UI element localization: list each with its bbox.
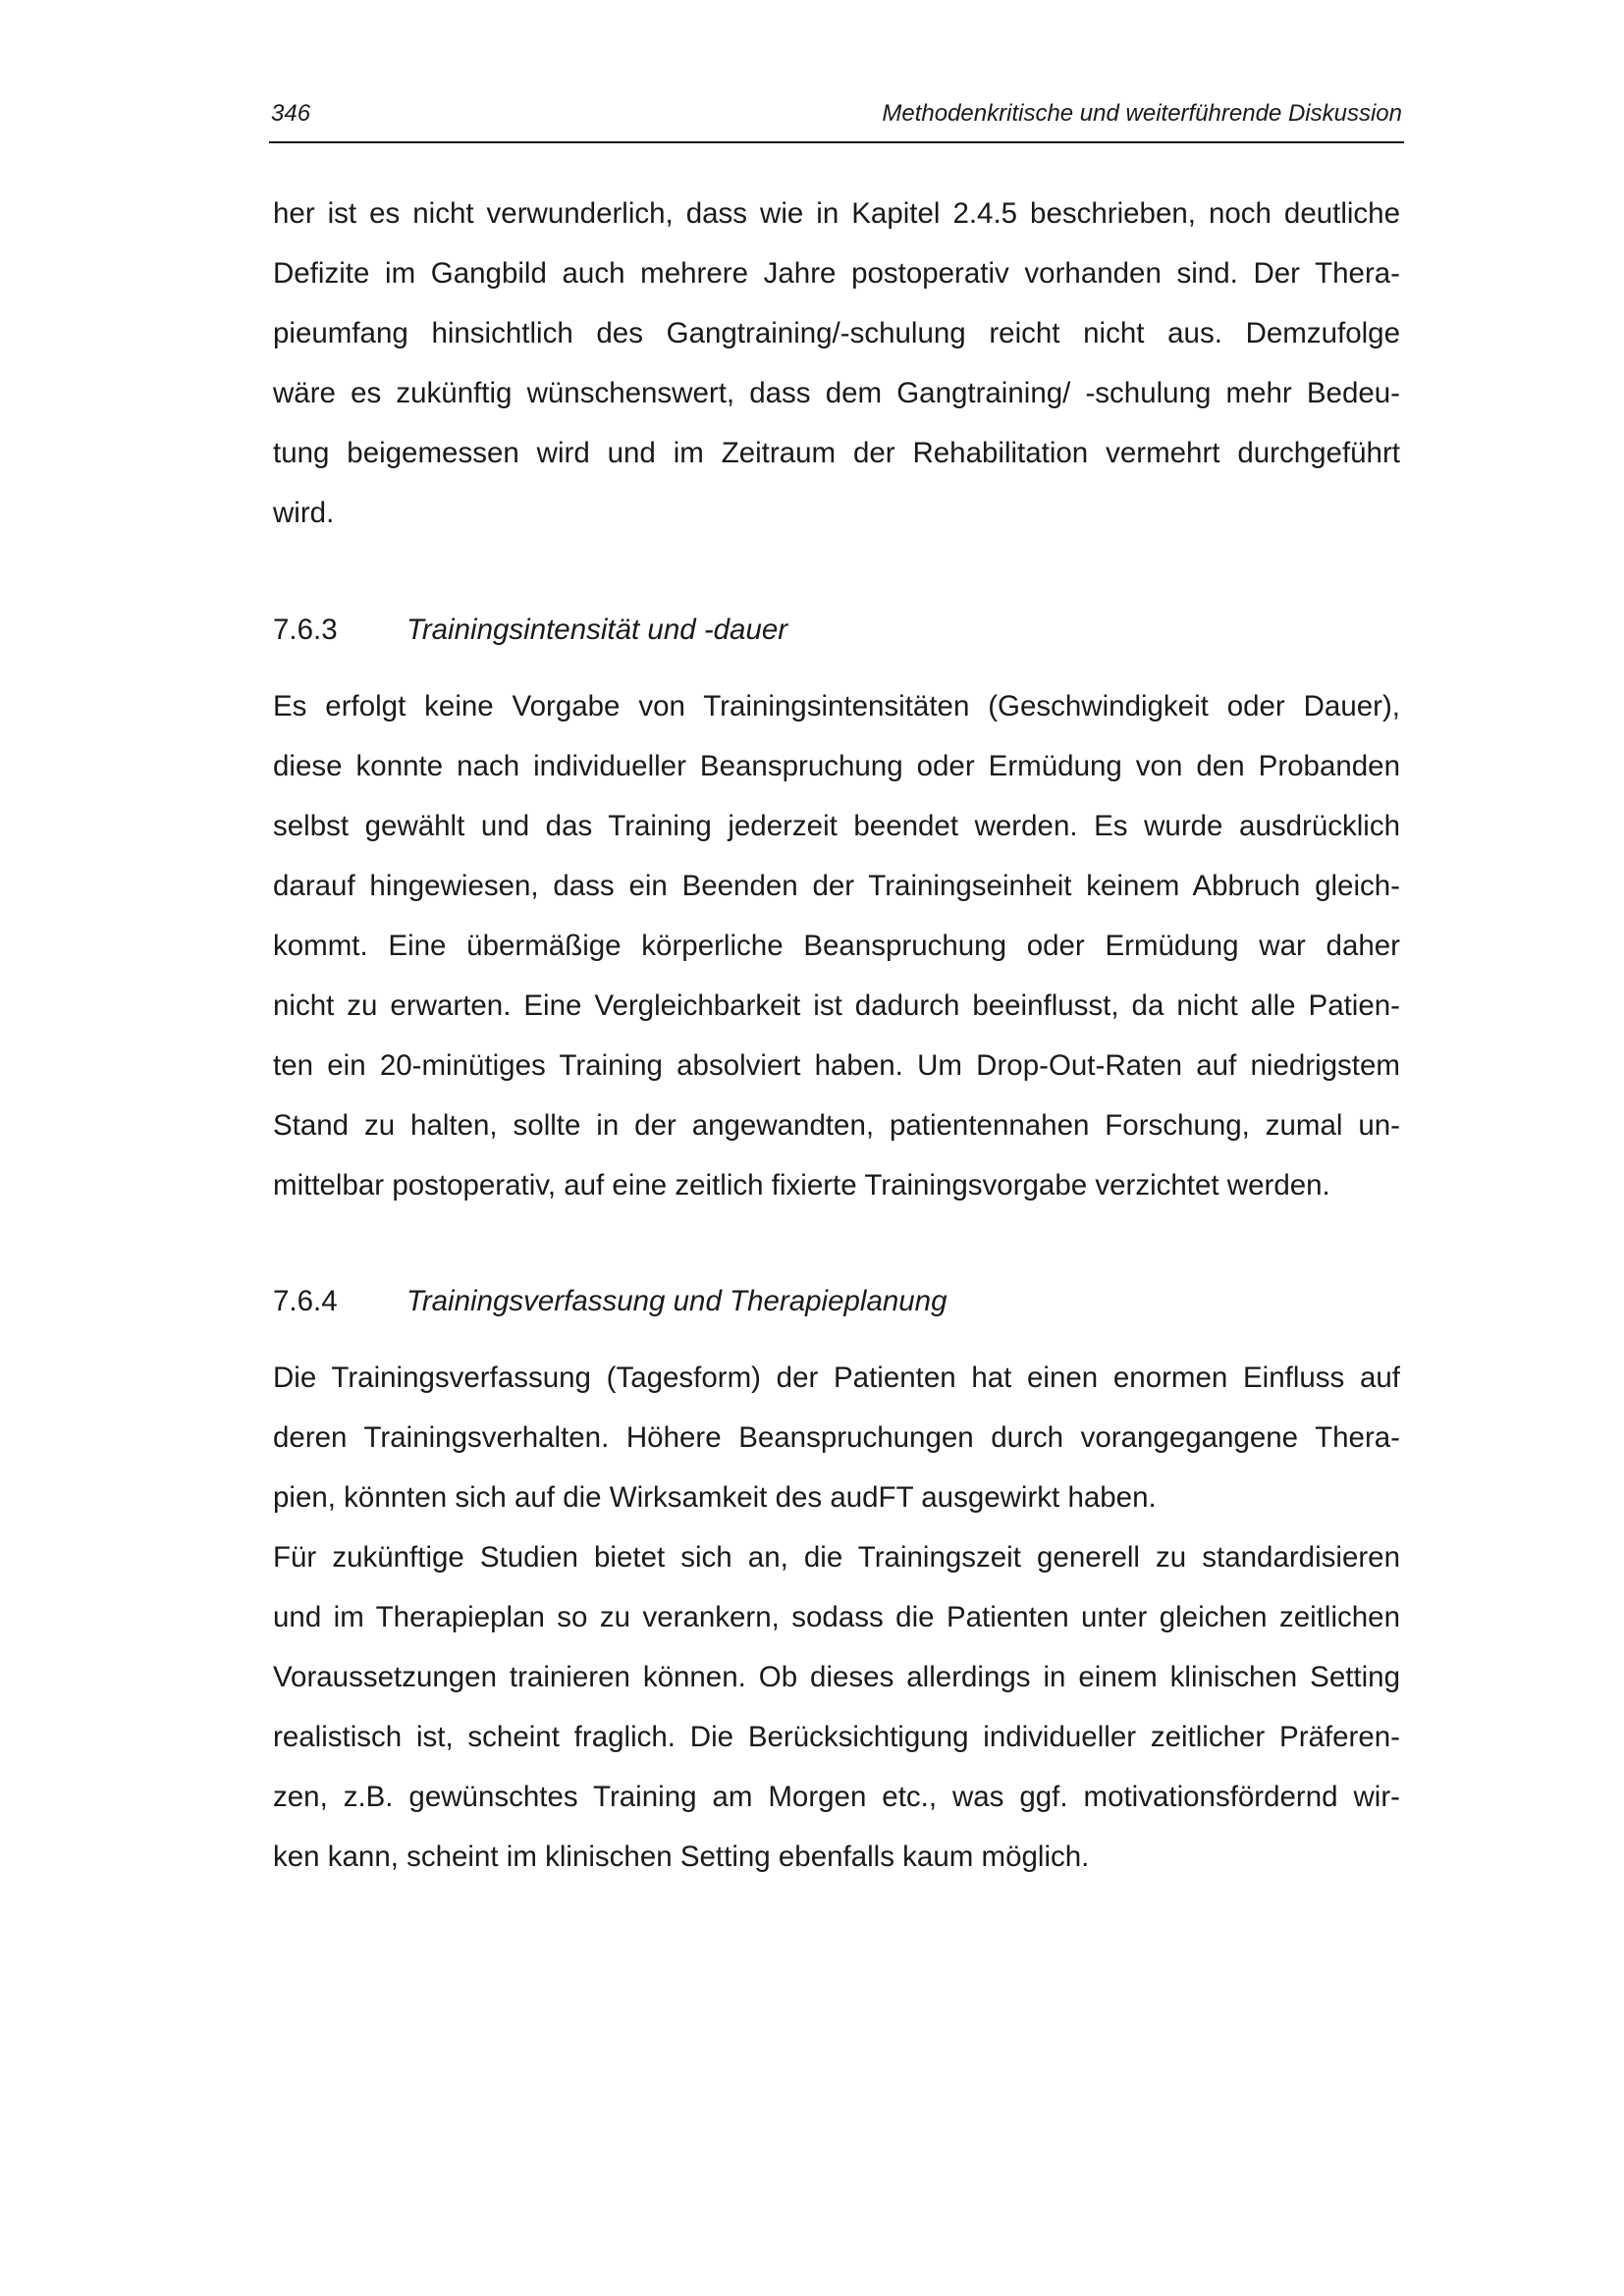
text-line: ken kann, scheint im klinischen Setting ebenfalls kaum möglich. <box>273 1841 1090 1873</box>
text-line: wird. <box>273 497 335 529</box>
text-line: deren Trainingsverhalten. Höhere Beanspruchungen durch vorangegangene Thera- <box>273 1421 1400 1454</box>
text-line: pien, könnten sich auf die Wirksamkeit des audFT ausgewirkt haben. <box>273 1481 1157 1514</box>
section-heading-7-6-4 <box>273 1282 947 1321</box>
section-title: Trainingsverfassung und Therapieplanung <box>406 1285 947 1317</box>
text-line: zen, z.B. gewünschtes Training am Morgen etc., was ggf. motivationsfördernd wir- <box>273 1781 1400 1813</box>
text-line: Es erfolgt keine Vorgabe von Trainingsintensitäten (Geschwindigkeit oder Dauer), <box>273 690 1400 722</box>
text-line: wäre es zukünftig wünschenswert, dass dem Gangtraining/ -schulung mehr Bedeu- <box>273 377 1400 409</box>
text-line: Für zukünftige Studien bietet sich an, die Trainingszeit generell zu standardisieren <box>273 1541 1400 1574</box>
text-line: mittelbar postoperativ, auf eine zeitlich fixierte Trainingsvorgabe verzichtet werden. <box>273 1169 1330 1201</box>
section-number: 7.6.3 <box>273 614 338 646</box>
text-line: diese konnte nach individueller Beanspruchung oder Ermüdung von den Probanden <box>273 750 1400 782</box>
text-line: her ist es nicht verwunderlich, dass wie in Kapitel 2.4.5 beschrieben, noch deutliche <box>273 197 1400 230</box>
section-title: Trainingsintensität und -dauer <box>406 614 788 646</box>
section-heading-7-6-3 <box>273 611 787 650</box>
text-line: ten ein 20-minütiges Training absolviert haben. Um Drop-Out-Raten auf niedrigstem <box>273 1049 1400 1082</box>
text-line: Defizite im Gangbild auch mehrere Jahre postoperativ vorhanden sind. Der Thera- <box>273 257 1400 290</box>
text-line: kommt. Eine übermäßige körperliche Beanspruchung oder Ermüdung war daher <box>273 930 1400 962</box>
text-line: Die Trainingsverfassung (Tagesform) der Patienten hat einen enormen Einfluss auf <box>273 1362 1400 1394</box>
text-line: Voraussetzungen trainieren können. Ob dieses allerdings in einem klinischen Setting <box>273 1661 1400 1693</box>
section-number: 7.6.4 <box>273 1285 338 1317</box>
page-number: 346 <box>271 100 311 127</box>
page-header <box>269 96 1404 143</box>
text-line: pieumfang hinsichtlich des Gangtraining/-schulung reicht nicht aus. Demzufolge <box>273 317 1400 349</box>
text-line: Stand zu halten, sollte in der angewandten, patientennahen Forschung, zumal un- <box>273 1109 1400 1142</box>
running-title: Methodenkritische und weiterführende Diskussion <box>882 100 1402 127</box>
text-line: nicht zu erwarten. Eine Vergleichbarkeit ist dadurch beeinflusst, da nicht alle Patien- <box>273 989 1400 1022</box>
text-line: selbst gewählt und das Training jederzeit beendet werden. Es wurde ausdrücklich <box>273 810 1400 842</box>
text-line: darauf hingewiesen, dass ein Beenden der Trainingseinheit keinem Abbruch gleich- <box>273 870 1400 902</box>
text-line: und im Therapieplan so zu verankern, sodass die Patienten unter gleichen zeitlichen <box>273 1601 1400 1633</box>
text-line: tung beigemessen wird und im Zeitraum der Rehabilitation vermehrt durchgeführt <box>273 437 1400 469</box>
text-line: realistisch ist, scheint fraglich. Die Berücksichtigung individueller zeitlicher Präferen- <box>273 1721 1400 1753</box>
